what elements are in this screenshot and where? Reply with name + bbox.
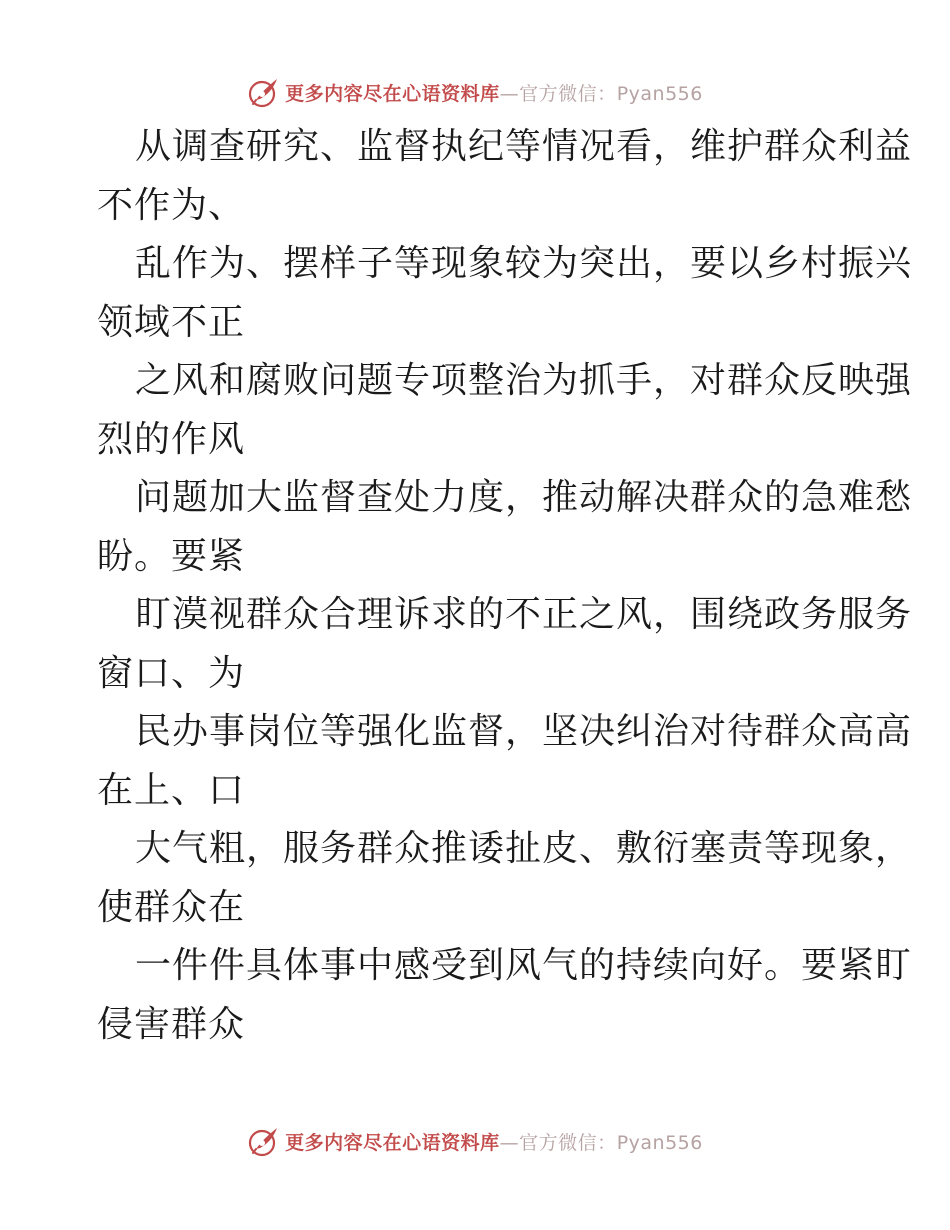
quill-pen-logo-icon bbox=[247, 75, 281, 109]
banner-separator: — bbox=[499, 1131, 520, 1154]
wechat-id: Pyan556 bbox=[616, 1131, 703, 1154]
text-line: 窗口、为 bbox=[97, 652, 246, 694]
text-line: 侵害群众 bbox=[97, 1003, 246, 1045]
text-line: 之风和腐败问题专项整治为抓手，对群众反映强 bbox=[135, 360, 913, 401]
wechat-label: 官方微信： bbox=[519, 1131, 617, 1154]
text-line: 盼。要紧 bbox=[97, 535, 246, 577]
text-line: 乱作为、摆样子等现象较为突出，要以乡村振兴 bbox=[135, 243, 913, 284]
quill-pen-logo-icon bbox=[247, 1124, 281, 1158]
text-line: 烈的作风 bbox=[97, 418, 246, 460]
header-banner bbox=[0, 72, 950, 112]
banner-text bbox=[285, 79, 703, 106]
text-line: 使群众在 bbox=[97, 886, 246, 928]
wechat-label: 官方微信： bbox=[519, 82, 617, 105]
text-line: 问题加大监督查处力度，推动解决群众的急难愁 bbox=[135, 477, 913, 518]
text-line: 大气粗，服务群众推诿扯皮、敷衍塞责等现象， bbox=[135, 828, 913, 869]
header-banner-inner bbox=[247, 75, 703, 109]
text-line: 盯漠视群众合理诉求的不正之风，围绕政务服务 bbox=[135, 594, 913, 635]
text-line: 领域不正 bbox=[97, 301, 246, 343]
text-line: 不作为、 bbox=[97, 184, 246, 226]
banner-text bbox=[285, 1128, 703, 1155]
text-line: 从调查研究、监督执纪等情况看，维护群众利益 bbox=[135, 126, 913, 167]
text-line: 在上、口 bbox=[97, 769, 246, 811]
site-name: 更多内容尽在心语资料库 bbox=[285, 82, 500, 105]
wechat-id: Pyan556 bbox=[616, 82, 703, 105]
site-name: 更多内容尽在心语资料库 bbox=[285, 1131, 500, 1154]
footer-banner bbox=[0, 1121, 950, 1161]
document-body bbox=[97, 118, 913, 1054]
banner-separator: — bbox=[499, 82, 520, 105]
footer-banner-inner bbox=[247, 1124, 703, 1158]
text-line: 一件件具体事中感受到风气的持续向好。要紧盯 bbox=[135, 945, 913, 986]
text-line: 民办事岗位等强化监督，坚决纠治对待群众高高 bbox=[135, 711, 913, 752]
